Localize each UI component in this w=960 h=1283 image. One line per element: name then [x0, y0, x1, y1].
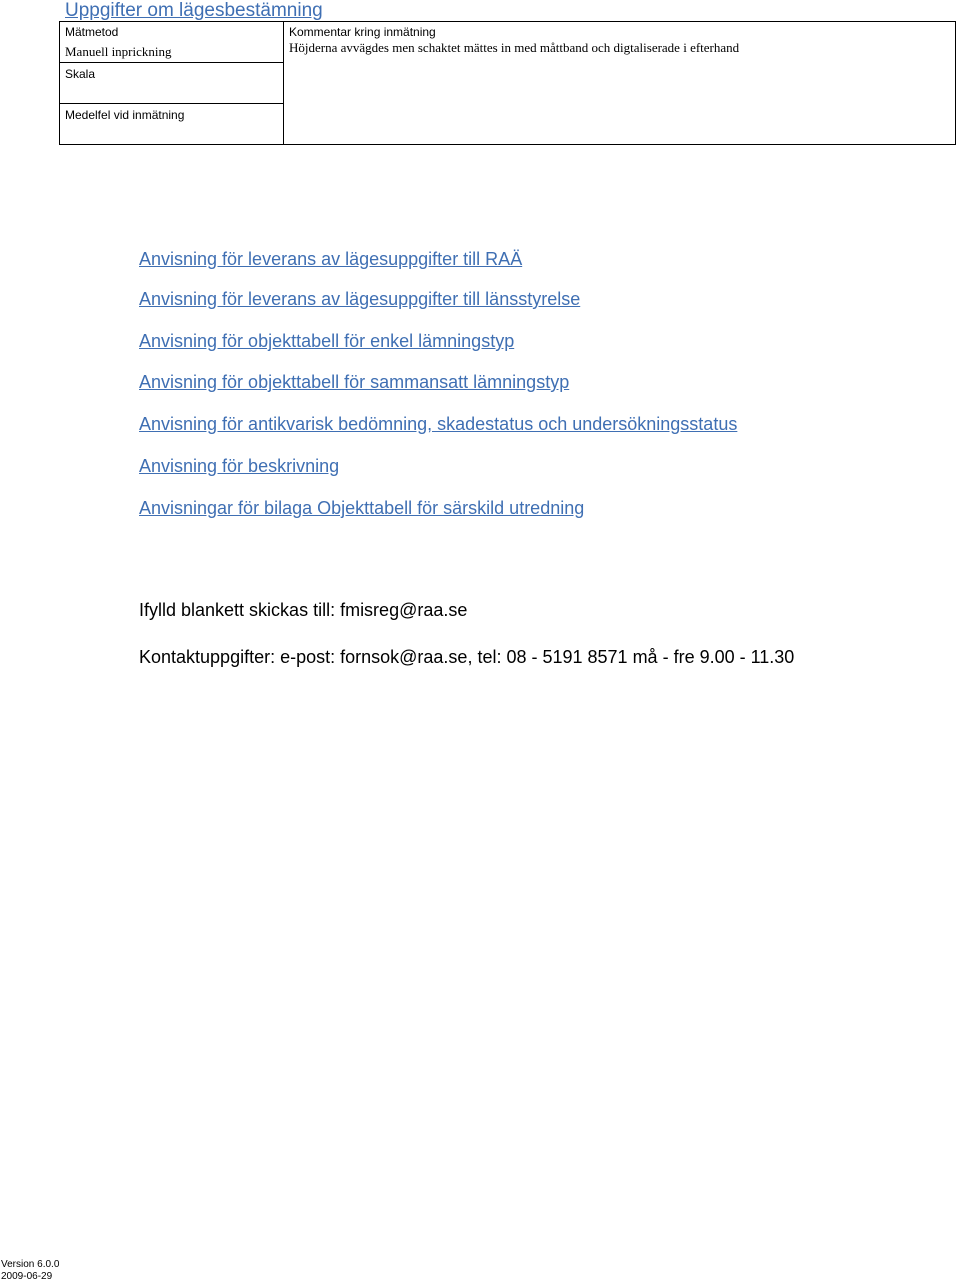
positioning-form — [59, 21, 956, 145]
contact-info: Kontaktuppgifter: e-post: fornsok@raa.se, tel: 08 - 5191 8571 må - fre 9.00 - 11.30 — [139, 647, 795, 667]
link-description[interactable]: Anvisning för beskrivning — [139, 456, 340, 476]
form-left-column — [60, 22, 284, 144]
section-title: Uppgifter om lägesbestämning — [65, 0, 323, 21]
send-to-info: Ifylld blankett skickas till: fmisreg@raa.se — [139, 600, 468, 620]
version-label: Version 6.0.0 — [1, 1259, 60, 1270]
link-delivery-lansstyrelse[interactable]: Anvisning för leverans av lägesuppgifter till länsstyrelse — [139, 289, 581, 309]
method-value: Manuell inprickning — [65, 44, 172, 59]
link-antiquarian-assessment[interactable]: Anvisning för antikvarisk bedömning, skadestatus och undersökningsstatus — [139, 414, 738, 434]
link-delivery-raa[interactable]: Anvisning för leverans av lägesuppgifter till RAÄ — [139, 249, 523, 269]
comment-label: Kommentar kring inmätning — [289, 25, 436, 39]
error-cell[interactable] — [60, 104, 283, 144]
comment-value[interactable]: Höjderna avvägdes men schaktet mättes in med måttband och digtaliserade i efterhand — [289, 40, 740, 55]
method-label: Mätmetod — [65, 25, 119, 39]
error-label: Medelfel vid inmätning — [65, 108, 185, 122]
link-special-investigation[interactable]: Anvisningar för bilaga Objekttabell för särskild utredning — [139, 498, 585, 518]
method-cell[interactable] — [60, 22, 283, 63]
link-object-table-simple[interactable]: Anvisning för objekttabell för enkel lämningstyp — [139, 331, 515, 351]
date-label: 2009-06-29 — [1, 1271, 53, 1282]
scale-label: Skala — [65, 67, 96, 81]
link-object-table-compound[interactable]: Anvisning för objekttabell för sammansatt lämningstyp — [139, 372, 570, 392]
scale-cell[interactable] — [60, 63, 283, 104]
